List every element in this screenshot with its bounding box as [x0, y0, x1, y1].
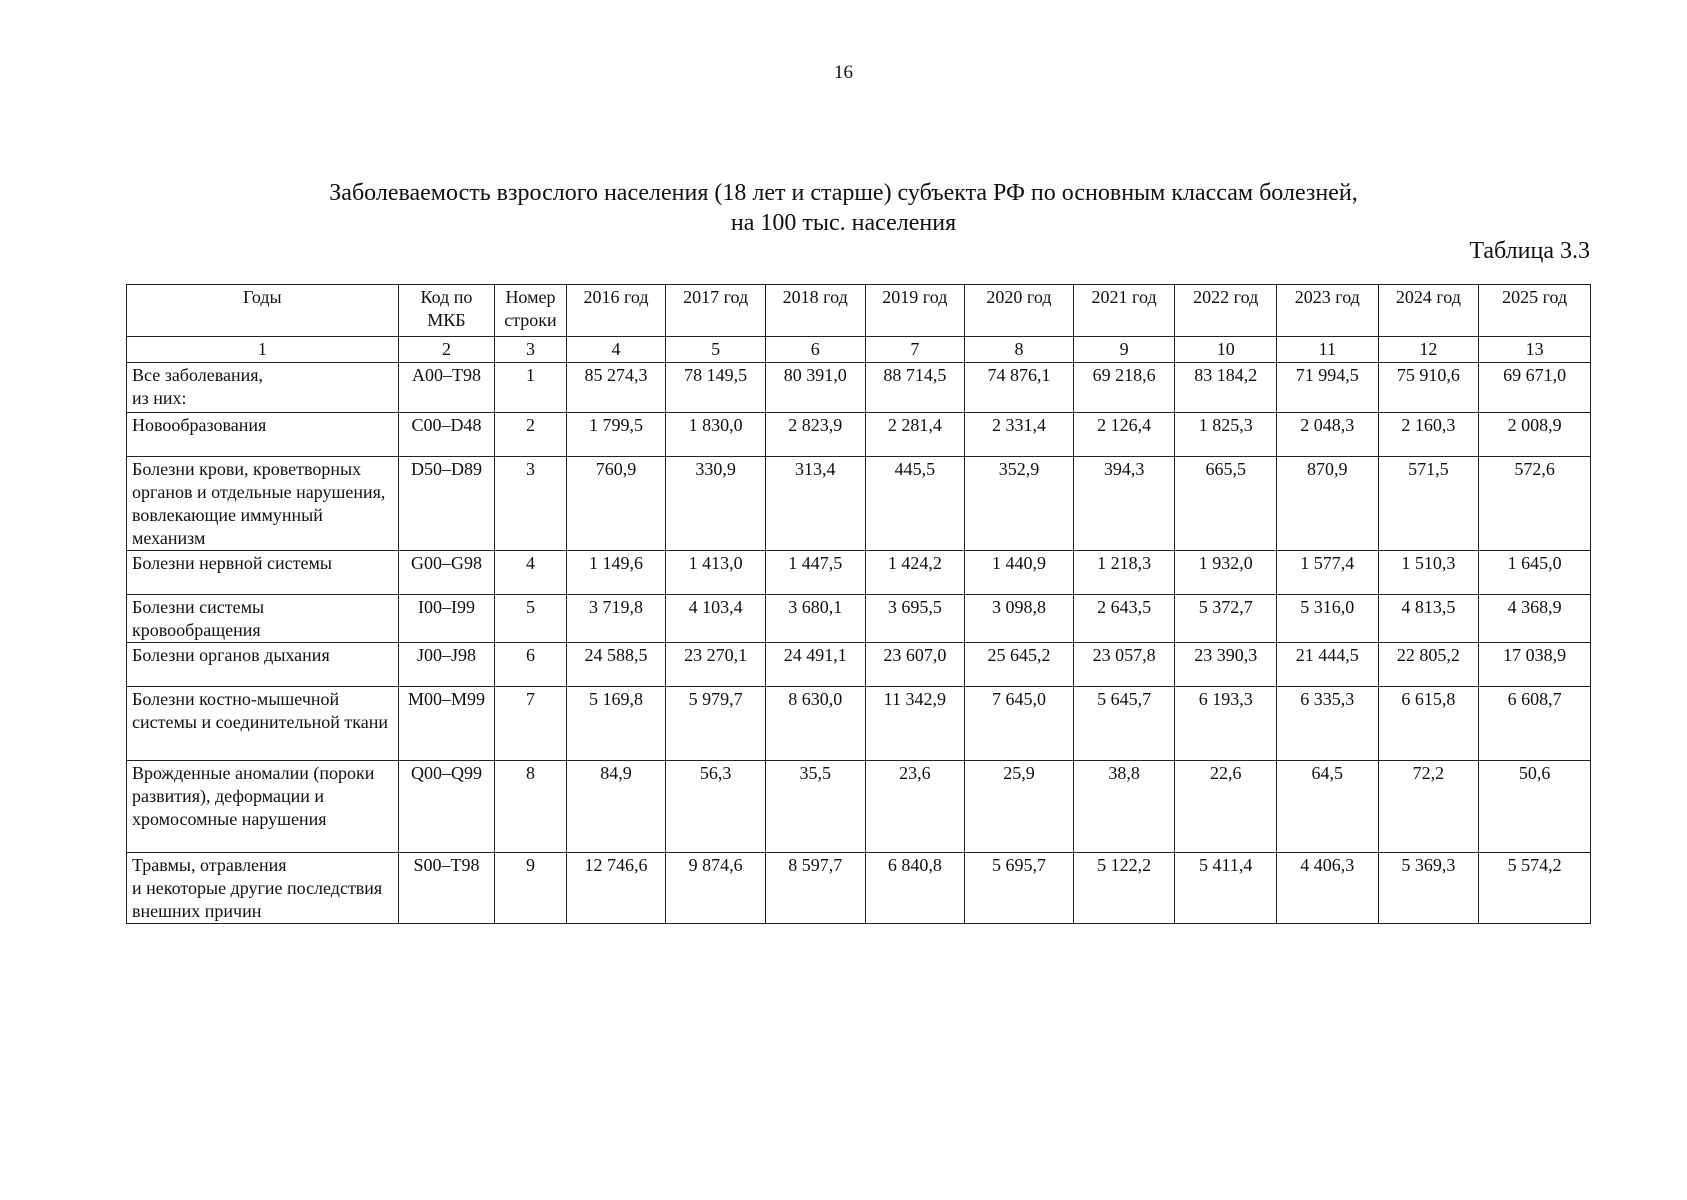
row-number: 6 — [495, 643, 566, 687]
icd-code: C00–D48 — [398, 413, 495, 457]
rate-value: 1 799,5 — [566, 413, 666, 457]
title-line-2: на 100 тыс. населения — [730, 210, 957, 236]
rate-value: 4 103,4 — [666, 595, 766, 643]
column-header: 2019 год — [865, 285, 965, 337]
column-number: 6 — [765, 337, 865, 363]
rate-value: 23 270,1 — [666, 643, 766, 687]
rate-value: 1 440,9 — [965, 551, 1074, 595]
rate-value: 2 643,5 — [1073, 595, 1175, 643]
rate-value: 1 830,0 — [666, 413, 766, 457]
disease-class-name: Новообразования — [127, 413, 399, 457]
rate-value: 72,2 — [1378, 761, 1479, 853]
rate-value: 38,8 — [1073, 761, 1175, 853]
rate-value: 75 910,6 — [1378, 363, 1479, 413]
rate-value: 1 424,2 — [865, 551, 965, 595]
rate-value: 25 645,2 — [965, 643, 1074, 687]
title-line-1: Заболеваемость взрослого населения (18 лет и старше) субъекта РФ по основным классам болезней, — [329, 180, 1358, 206]
row-number: 3 — [495, 457, 566, 551]
rate-value: 22 805,2 — [1378, 643, 1479, 687]
table-row — [127, 853, 1591, 924]
disease-class-name: Болезни системы кровообращения — [127, 595, 399, 643]
icd-code: G00–G98 — [398, 551, 495, 595]
row-number: 5 — [495, 595, 566, 643]
rate-value: 352,9 — [965, 457, 1074, 551]
disease-class-name: Болезни костно-мышечной системы и соединительной ткани — [127, 687, 399, 761]
rate-value: 5 645,7 — [1073, 687, 1175, 761]
table-row — [127, 595, 1591, 643]
rate-value: 760,9 — [566, 457, 666, 551]
rate-value: 5 411,4 — [1175, 853, 1277, 924]
disease-class-name: Болезни крови, кроветворных органов и отдельные нарушения, вовлекающие иммунный механизм — [127, 457, 399, 551]
rate-value: 25,9 — [965, 761, 1074, 853]
rate-value: 8 597,7 — [765, 853, 865, 924]
page-number: 16 — [834, 62, 853, 83]
page-title — [0, 178, 1687, 238]
disease-class-name: Врожденные аномалии (пороки развития), деформации и хромосомные нарушения — [127, 761, 399, 853]
rate-value: 5 369,3 — [1378, 853, 1479, 924]
rate-value: 6 193,3 — [1175, 687, 1277, 761]
rate-value: 74 876,1 — [965, 363, 1074, 413]
row-number: 8 — [495, 761, 566, 853]
column-number: 4 — [566, 337, 666, 363]
rate-value: 8 630,0 — [765, 687, 865, 761]
rate-value: 6 615,8 — [1378, 687, 1479, 761]
column-numbers-row — [127, 337, 1591, 363]
column-header: 2016 год — [566, 285, 666, 337]
disease-class-name: Болезни органов дыхания — [127, 643, 399, 687]
icd-code: A00–T98 — [398, 363, 495, 413]
rate-value: 23 390,3 — [1175, 643, 1277, 687]
icd-code: Q00–Q99 — [398, 761, 495, 853]
morbidity-table — [126, 284, 1591, 924]
rate-value: 11 342,9 — [865, 687, 965, 761]
table-row — [127, 363, 1591, 413]
table-row — [127, 643, 1591, 687]
icd-code: I00–I99 — [398, 595, 495, 643]
table-row — [127, 457, 1591, 551]
table-row — [127, 413, 1591, 457]
rate-value: 7 645,0 — [965, 687, 1074, 761]
rate-value: 17 038,9 — [1479, 643, 1591, 687]
column-header: 2025 год — [1479, 285, 1591, 337]
rate-value: 572,6 — [1479, 457, 1591, 551]
rate-value: 1 149,6 — [566, 551, 666, 595]
rate-value: 2 823,9 — [765, 413, 865, 457]
rate-value: 56,3 — [666, 761, 766, 853]
icd-code: S00–T98 — [398, 853, 495, 924]
column-number: 3 — [495, 337, 566, 363]
rate-value: 1 932,0 — [1175, 551, 1277, 595]
column-header: Код по МКБ — [398, 285, 495, 337]
column-header: Годы — [127, 285, 399, 337]
rate-value: 64,5 — [1277, 761, 1379, 853]
rate-value: 71 994,5 — [1277, 363, 1379, 413]
column-header: 2017 год — [666, 285, 766, 337]
column-number: 10 — [1175, 337, 1277, 363]
column-header: 2022 год — [1175, 285, 1277, 337]
rate-value: 445,5 — [865, 457, 965, 551]
rate-value: 313,4 — [765, 457, 865, 551]
rate-value: 665,5 — [1175, 457, 1277, 551]
row-number: 2 — [495, 413, 566, 457]
rate-value: 5 316,0 — [1277, 595, 1379, 643]
rate-value: 6 608,7 — [1479, 687, 1591, 761]
rate-value: 2 331,4 — [965, 413, 1074, 457]
rate-value: 69 671,0 — [1479, 363, 1591, 413]
table-row — [127, 551, 1591, 595]
rate-value: 571,5 — [1378, 457, 1479, 551]
rate-value: 88 714,5 — [865, 363, 965, 413]
table-row — [127, 761, 1591, 853]
rate-value: 22,6 — [1175, 761, 1277, 853]
column-header: 2023 год — [1277, 285, 1379, 337]
table-header-row — [127, 285, 1591, 337]
rate-value: 9 874,6 — [666, 853, 766, 924]
table-label: Таблица 3.3 — [1469, 238, 1590, 264]
rate-value: 5 122,2 — [1073, 853, 1175, 924]
rate-value: 2 281,4 — [865, 413, 965, 457]
rate-value: 69 218,6 — [1073, 363, 1175, 413]
table-row — [127, 687, 1591, 761]
rate-value: 1 510,3 — [1378, 551, 1479, 595]
rate-value: 2 008,9 — [1479, 413, 1591, 457]
rate-value: 78 149,5 — [666, 363, 766, 413]
column-number: 12 — [1378, 337, 1479, 363]
rate-value: 83 184,2 — [1175, 363, 1277, 413]
column-number: 5 — [666, 337, 766, 363]
disease-class-name: Болезни нервной системы — [127, 551, 399, 595]
rate-value: 24 491,1 — [765, 643, 865, 687]
rate-value: 50,6 — [1479, 761, 1591, 853]
disease-class-name: Травмы, отравления и некоторые другие последствия внешних причин — [127, 853, 399, 924]
column-header: 2021 год — [1073, 285, 1175, 337]
rate-value: 85 274,3 — [566, 363, 666, 413]
rate-value: 870,9 — [1277, 457, 1379, 551]
row-number: 9 — [495, 853, 566, 924]
rate-value: 12 746,6 — [566, 853, 666, 924]
icd-code: D50–D89 — [398, 457, 495, 551]
rate-value: 1 577,4 — [1277, 551, 1379, 595]
rate-value: 5 574,2 — [1479, 853, 1591, 924]
rate-value: 1 447,5 — [765, 551, 865, 595]
rate-value: 23 057,8 — [1073, 643, 1175, 687]
column-number: 13 — [1479, 337, 1591, 363]
column-header: 2018 год — [765, 285, 865, 337]
rate-value: 1 645,0 — [1479, 551, 1591, 595]
column-header: 2020 год — [965, 285, 1074, 337]
rate-value: 80 391,0 — [765, 363, 865, 413]
rate-value: 4 368,9 — [1479, 595, 1591, 643]
column-number: 2 — [398, 337, 495, 363]
rate-value: 2 160,3 — [1378, 413, 1479, 457]
rate-value: 3 695,5 — [865, 595, 965, 643]
rate-value: 5 979,7 — [666, 687, 766, 761]
column-number: 11 — [1277, 337, 1379, 363]
row-number: 1 — [495, 363, 566, 413]
rate-value: 23 607,0 — [865, 643, 965, 687]
column-header: Номер строки — [495, 285, 566, 337]
icd-code: M00–M99 — [398, 687, 495, 761]
rate-value: 35,5 — [765, 761, 865, 853]
rate-value: 6 335,3 — [1277, 687, 1379, 761]
disease-class-name: Все заболевания, из них: — [127, 363, 399, 413]
rate-value: 3 719,8 — [566, 595, 666, 643]
rate-value: 3 098,8 — [965, 595, 1074, 643]
rate-value: 5 695,7 — [965, 853, 1074, 924]
rate-value: 4 813,5 — [1378, 595, 1479, 643]
rate-value: 4 406,3 — [1277, 853, 1379, 924]
column-number: 1 — [127, 337, 399, 363]
rate-value: 2 048,3 — [1277, 413, 1379, 457]
icd-code: J00–J98 — [398, 643, 495, 687]
rate-value: 1 825,3 — [1175, 413, 1277, 457]
rate-value: 330,9 — [666, 457, 766, 551]
rate-value: 2 126,4 — [1073, 413, 1175, 457]
rate-value: 1 413,0 — [666, 551, 766, 595]
row-number: 7 — [495, 687, 566, 761]
rate-value: 84,9 — [566, 761, 666, 853]
column-number: 9 — [1073, 337, 1175, 363]
rate-value: 6 840,8 — [865, 853, 965, 924]
rate-value: 3 680,1 — [765, 595, 865, 643]
rate-value: 23,6 — [865, 761, 965, 853]
column-number: 7 — [865, 337, 965, 363]
rate-value: 1 218,3 — [1073, 551, 1175, 595]
rate-value: 21 444,5 — [1277, 643, 1379, 687]
rate-value: 394,3 — [1073, 457, 1175, 551]
column-number: 8 — [965, 337, 1074, 363]
rate-value: 24 588,5 — [566, 643, 666, 687]
rate-value: 5 169,8 — [566, 687, 666, 761]
rate-value: 5 372,7 — [1175, 595, 1277, 643]
row-number: 4 — [495, 551, 566, 595]
column-header: 2024 год — [1378, 285, 1479, 337]
